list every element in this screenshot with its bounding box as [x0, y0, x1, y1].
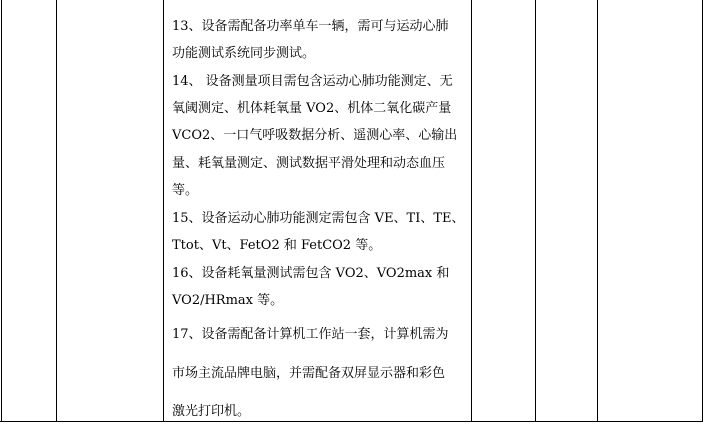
table-border-right — [702, 0, 703, 421]
requirements-cell — [164, 0, 534, 421]
requirement-line: 13、设备需配备功率单车一辆，需可与运动心肺 — [172, 19, 449, 34]
requirement-line: Ttot、Vt、FetO2 和 FetCO2 等。 — [172, 238, 382, 253]
table-border-left — [1, 0, 2, 421]
requirement-line: 15、设备运动心肺功能测定需包含 VE、TI、TE、 — [172, 211, 465, 226]
requirement-line: 市场主流品牌电脑，并需配备双屏显示器和彩色 — [172, 366, 446, 381]
requirement-line: 等。 — [172, 183, 199, 198]
requirement-line: 氧阈测定、机体耗氧量 VO2、机体二氧化碳产量 — [172, 101, 452, 116]
requirement-line: 量、耗氧量测定、测试数据平滑处理和动态血压 — [172, 156, 446, 171]
column-divider — [535, 0, 536, 421]
requirement-line: 14、 设备测量项目需包含运动心肺功能测定、无 — [172, 74, 453, 89]
requirement-line: VCO2、一口气呼吸数据分析、遥测心率、心输出 — [172, 128, 458, 143]
requirement-line: VO2/HRmax 等。 — [172, 293, 284, 308]
requirement-line: 17、设备需配备计算机工作站一套，计算机需为 — [172, 327, 449, 342]
table-border-bottom — [0, 421, 703, 422]
column-divider — [597, 0, 598, 421]
column-divider — [56, 0, 57, 421]
requirement-line: 功能测试系统同步测试。 — [172, 46, 316, 61]
requirement-line: 16、设备耗氧量测试需包含 VO2、VO2max 和 — [172, 266, 450, 281]
requirement-line: 激光打印机。 — [172, 404, 251, 419]
